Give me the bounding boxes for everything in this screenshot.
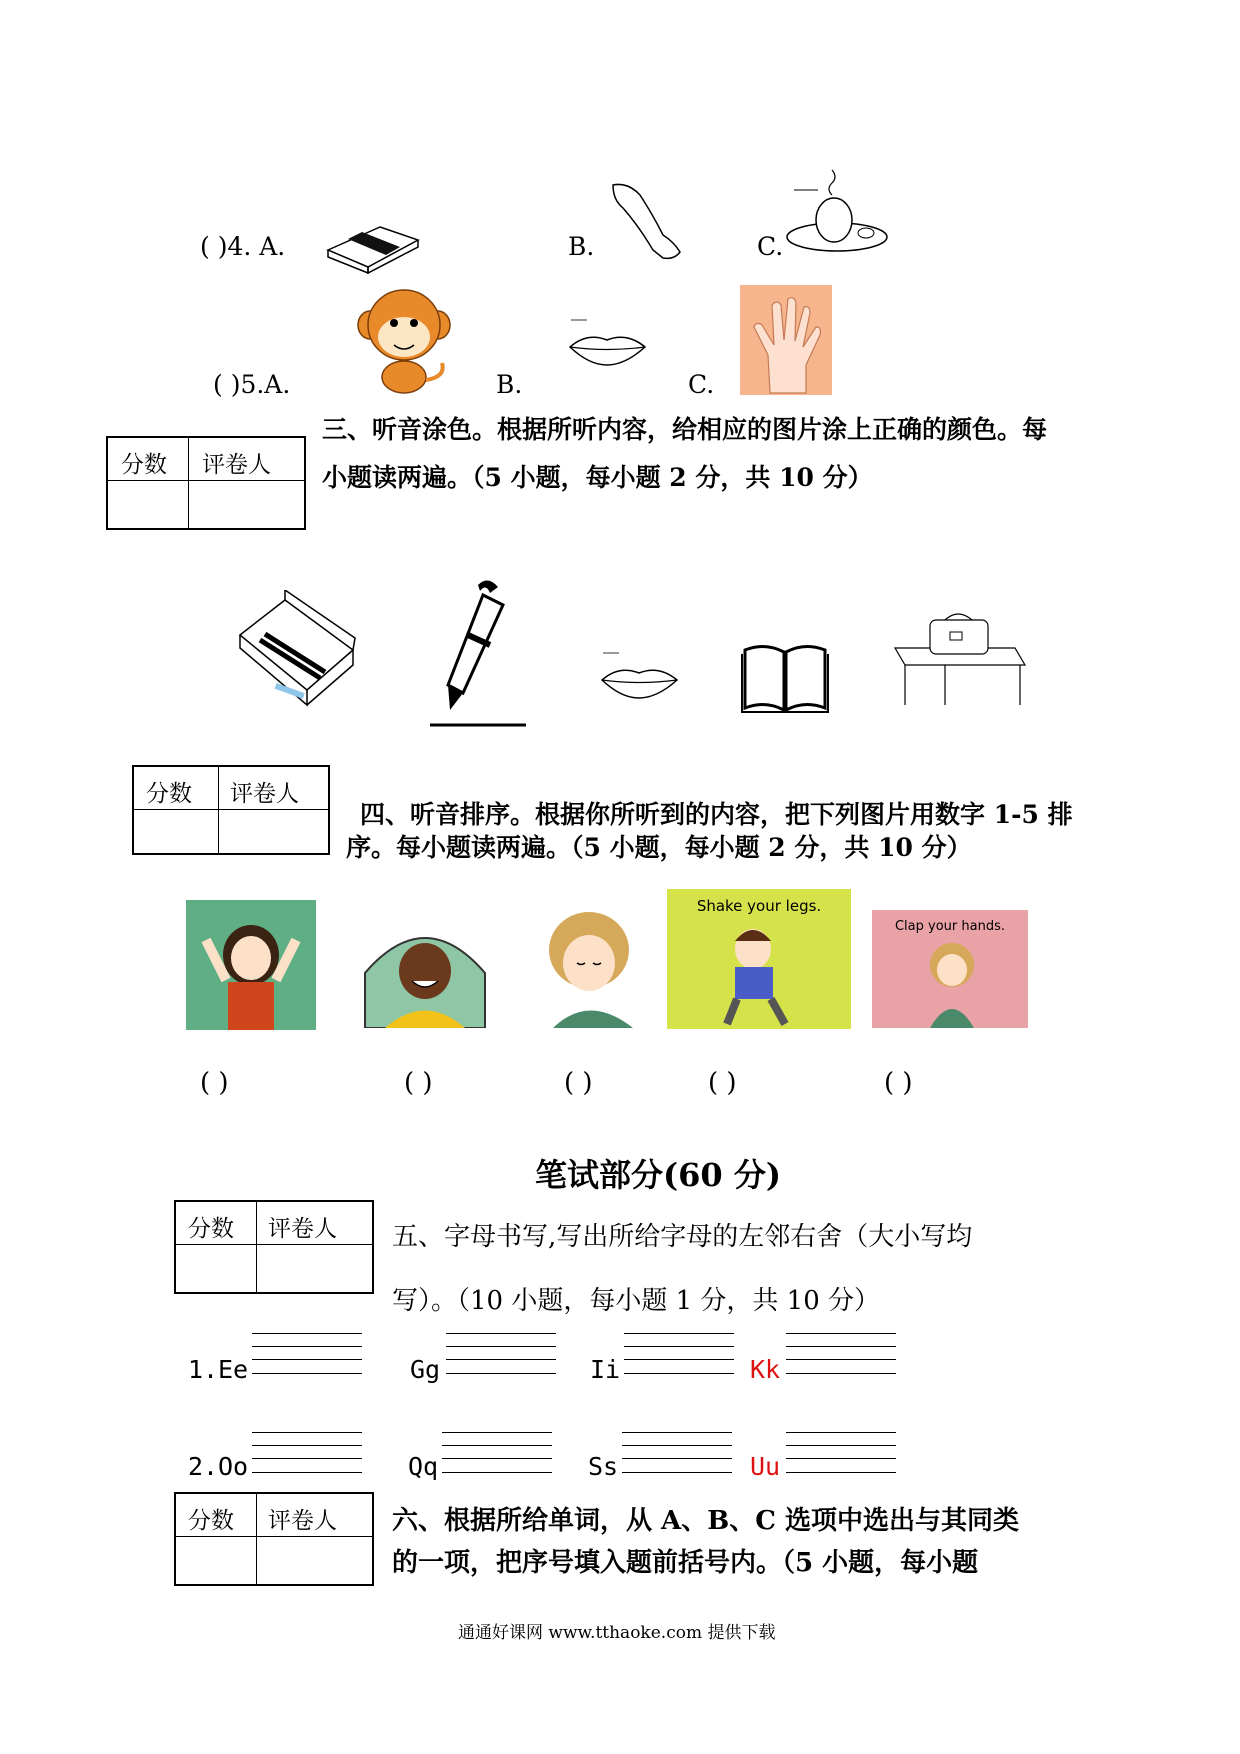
pic5-caption: Clap your hands. — [894, 919, 1006, 934]
score-table-6 — [174, 1492, 374, 1586]
letter-Uu: Uu — [750, 1452, 781, 1481]
pic4-caption: Shake your legs. — [696, 897, 822, 915]
order-blank-4[interactable]: ( ) — [708, 1068, 737, 1098]
written-section-title: 笔试部分(60 分) — [535, 1156, 781, 1194]
writing-lines[interactable] — [786, 1432, 896, 1482]
letter-Ss: Ss — [588, 1452, 619, 1481]
writing-lines[interactable] — [252, 1432, 362, 1482]
writing-lines[interactable] — [442, 1432, 552, 1482]
letter-row2-num: 2. — [188, 1452, 219, 1481]
girl-clapping-image — [872, 910, 1028, 1028]
writing-lines[interactable] — [786, 1333, 896, 1383]
mouth-image — [565, 310, 650, 370]
section3-title: 三、听音涂色。根据所听内容，给相应的图片涂上正确的颜色。每 — [322, 415, 1048, 444]
order-blank-2[interactable]: ( ) — [404, 1068, 433, 1098]
section3-desc: 小题读两遍。（5 小题，每小题 2 分，共 10 分） — [322, 463, 873, 492]
section4-desc: 序。每小题读两遍。（5 小题，每小题 2 分，共 10 分） — [346, 833, 972, 862]
girl-arms-up-image — [186, 900, 316, 1030]
mouth-image-2 — [597, 645, 682, 705]
section5-title: 五、字母书写,写出所给字母的左邻右舍（大小写均 — [392, 1222, 973, 1252]
book-image — [740, 640, 830, 715]
order-blank-1[interactable]: ( ) — [200, 1068, 229, 1098]
letter-Gg: Gg — [410, 1355, 441, 1384]
grader-header: 评卷人 — [268, 1508, 337, 1534]
score-header: 分数 — [188, 1508, 234, 1534]
score-table-4 — [132, 765, 330, 855]
section4-title: 四、听音排序。根据你所听到的内容，把下列图片用数字 1-5 排 — [360, 800, 1073, 829]
writing-lines[interactable] — [252, 1333, 362, 1383]
grader-header: 评卷人 — [230, 781, 299, 807]
hand-image — [740, 285, 832, 395]
score-table-5 — [174, 1200, 374, 1294]
order-blank-5[interactable]: ( ) — [884, 1068, 913, 1098]
footer-text: 通通好课网 www.tthaoke.com 提供下载 — [458, 1623, 776, 1643]
letter-Ee: Ee — [218, 1355, 249, 1384]
section6-title: 六、根据所给单词，从 A、B、C 选项中选出与其同类 — [392, 1506, 1019, 1536]
egg-plate-image — [782, 165, 892, 260]
eraser-image — [320, 215, 425, 275]
boy-shaking-legs-image — [667, 889, 851, 1029]
letter-Oo: Oo — [218, 1452, 249, 1481]
order-blank-3[interactable]: ( ) — [564, 1068, 593, 1098]
score-header: 分数 — [146, 781, 192, 807]
q4-b-label: B. — [568, 232, 595, 261]
q4-label: ( )4. A. — [200, 232, 286, 261]
score-table-3 — [106, 436, 306, 530]
desk-bag-image — [890, 610, 1030, 710]
writing-lines[interactable] — [624, 1333, 734, 1383]
writing-lines[interactable] — [622, 1432, 732, 1482]
q5-b-label: B. — [496, 370, 523, 399]
section5-desc: 写）。（10 小题，每小题 1 分，共 10 分） — [392, 1286, 881, 1316]
girl-eyes-closed-image — [533, 908, 645, 1028]
letter-Qq: Qq — [408, 1452, 439, 1481]
score-header: 分数 — [121, 452, 167, 478]
grader-header: 评卷人 — [202, 452, 271, 478]
q5-label: ( )5.A. — [213, 370, 291, 399]
boy-smiling-image — [360, 923, 490, 1028]
q5-c-label: C. — [688, 370, 715, 399]
section6-desc: 的一项，把序号填入题前括号内。（5 小题，每小题 — [392, 1548, 979, 1578]
leg-image — [608, 180, 683, 262]
q4-c-label: C. — [757, 232, 784, 261]
score-header: 分数 — [188, 1216, 234, 1242]
writing-lines[interactable] — [446, 1333, 556, 1383]
letter-row1-num: 1. — [188, 1355, 219, 1384]
letter-Ii: Ii — [590, 1355, 621, 1384]
pen-image — [428, 575, 528, 730]
pencil-box-image — [235, 590, 360, 715]
letter-Kk: Kk — [750, 1355, 781, 1384]
monkey-image — [356, 285, 451, 395]
grader-header: 评卷人 — [268, 1216, 337, 1242]
